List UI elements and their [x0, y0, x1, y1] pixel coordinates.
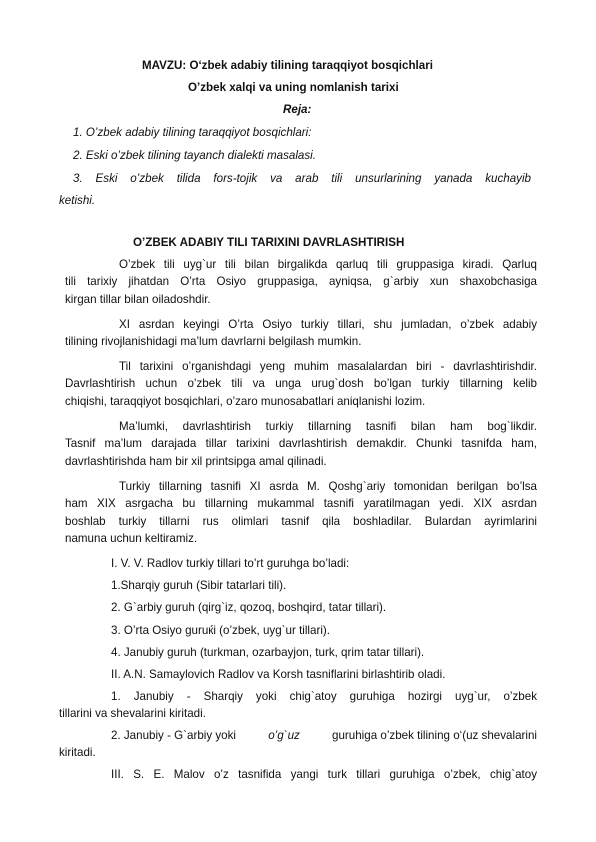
body-text: guruhiga o’zbek tilining o‘(uz shevalarini: [332, 729, 537, 742]
body-line: O’zbek tili uyg`ur tili bilan birgalikda qarluq tili gruppasiga kiradi. Qarluq: [119, 258, 537, 271]
body-line: davrlashtirishda ham bir xil printsipga amal qilinadi.: [65, 455, 327, 468]
section-title: O’ZBEK ADABIY TILI TARIXINI DAVRLASHTIRISH: [133, 236, 405, 249]
body-line: boshlab turkiy tillarni rus olimlari tasnif qila boshladilar. Bulardan ayrimlarini: [65, 515, 537, 528]
classification-item: 3. O’rta Osiyo guruќi (o’zbek, uyg`ur tillari).: [111, 624, 330, 637]
classification-item: 4. Janubiy guruh (turkman, ozarbayjon, turk, qrim tatar tillari).: [111, 646, 425, 659]
subtitle-heading: O’zbek xalqi va uning nomlanish tarixi: [188, 81, 399, 94]
body-line: Turkiy tillarning tasnifi XI asrda M. Qoshg`ariy tomonidan berilgan bo’lsa: [119, 480, 537, 493]
body-line-mixed: [111, 729, 537, 743]
plan-item-2: 2. Eski o’zbek tilining tayanch dialekti masalasi.: [73, 149, 316, 162]
body-line: ham XIX asrgacha bu tillarning mukammal tasnifi yaratilmagan yedi. XIX asrdan: [65, 497, 537, 510]
plan-item-1: 1. O’zbek adabiy tilining taraqqiyot bosqichlari:: [73, 126, 312, 139]
body-line: tilining rivojlanishidagi ma’lum davrlarni belgilash mumkin.: [65, 335, 362, 348]
body-line: Til tarixini o’rganishdagi yeng muhim masalalardan biri - davrlashtirishdir.: [119, 360, 537, 373]
classification-item: I. V. V. Radlov turkiy tillari to’rt guruhga bo’ladi:: [111, 557, 350, 570]
body-line: namuna uchun keltiramiz.: [65, 532, 198, 545]
classification-item: II. A.N. Samaylovich Radlov va Korsh tasniflarini birlashtirib oladi.: [111, 668, 446, 681]
classification-item: 2. G`arbiy guruh (qirg`iz, qozoq, boshqird, tatar tillari).: [111, 601, 387, 614]
body-line: 1. Janubiy - Sharqiy yoki chig`atoy guruhiga hozirgi uyg`ur, o’zbek: [111, 690, 537, 703]
body-line: Ma’lumki, davrlashtirish turkiy tillarning tasnifi bilan ham bog`likdir.: [119, 420, 537, 433]
classification-item: 1.Sharqiy guruh (Sibir tatarlari tili).: [111, 579, 287, 592]
plan-item-3: 3. Eski o’zbek tilida fors-tojik va arab tili unsurlarining yanada kuchayib: [73, 172, 531, 185]
body-line: III. S. E. Malov o’z tasnifida yangi turk tillari guruhiga o’zbek, chig`atoy: [111, 768, 537, 781]
body-line: kirgan tillar bilan oiladoshdir.: [65, 293, 211, 306]
body-line: tili tarixiy jihatdan O’rta Osiyo gruppasiga, ayniqsa, g`arbiy xun shaxobchasiga: [65, 275, 537, 288]
body-line: tillarini va shevalarini kiritadi.: [59, 707, 206, 720]
topic-heading: MAVZU: O‘zbek adabiy tilining taraqqiyot bosqichlari: [142, 59, 433, 72]
body-text: 2. Janubiy - G`arbiy yoki: [111, 729, 237, 742]
plan-label: Reja:: [283, 103, 312, 116]
body-line: Davrlashtirish uchun o’zbek tili va unga urug`dosh bo’lgan turkiy tillarning kelib: [65, 377, 537, 390]
body-line: Tasnif ma’lum darajada tillar tarixini davrlashtirish demakdir. Chunki tasnifda ham,: [65, 437, 537, 450]
body-text-italic: o’g`uz: [268, 729, 300, 742]
plan-item-3-cont: ketishi.: [59, 194, 96, 207]
body-line: XI asrdan keyingi O’rta Osiyo turkiy tillari, shu jumladan, o’zbek adabiy: [119, 318, 537, 331]
body-line: kiritadi.: [59, 746, 96, 759]
body-line: chiqishi, taraqqiyot bosqichlari, o’zaro munosabatlari aniqlanishi lozim.: [65, 395, 426, 408]
